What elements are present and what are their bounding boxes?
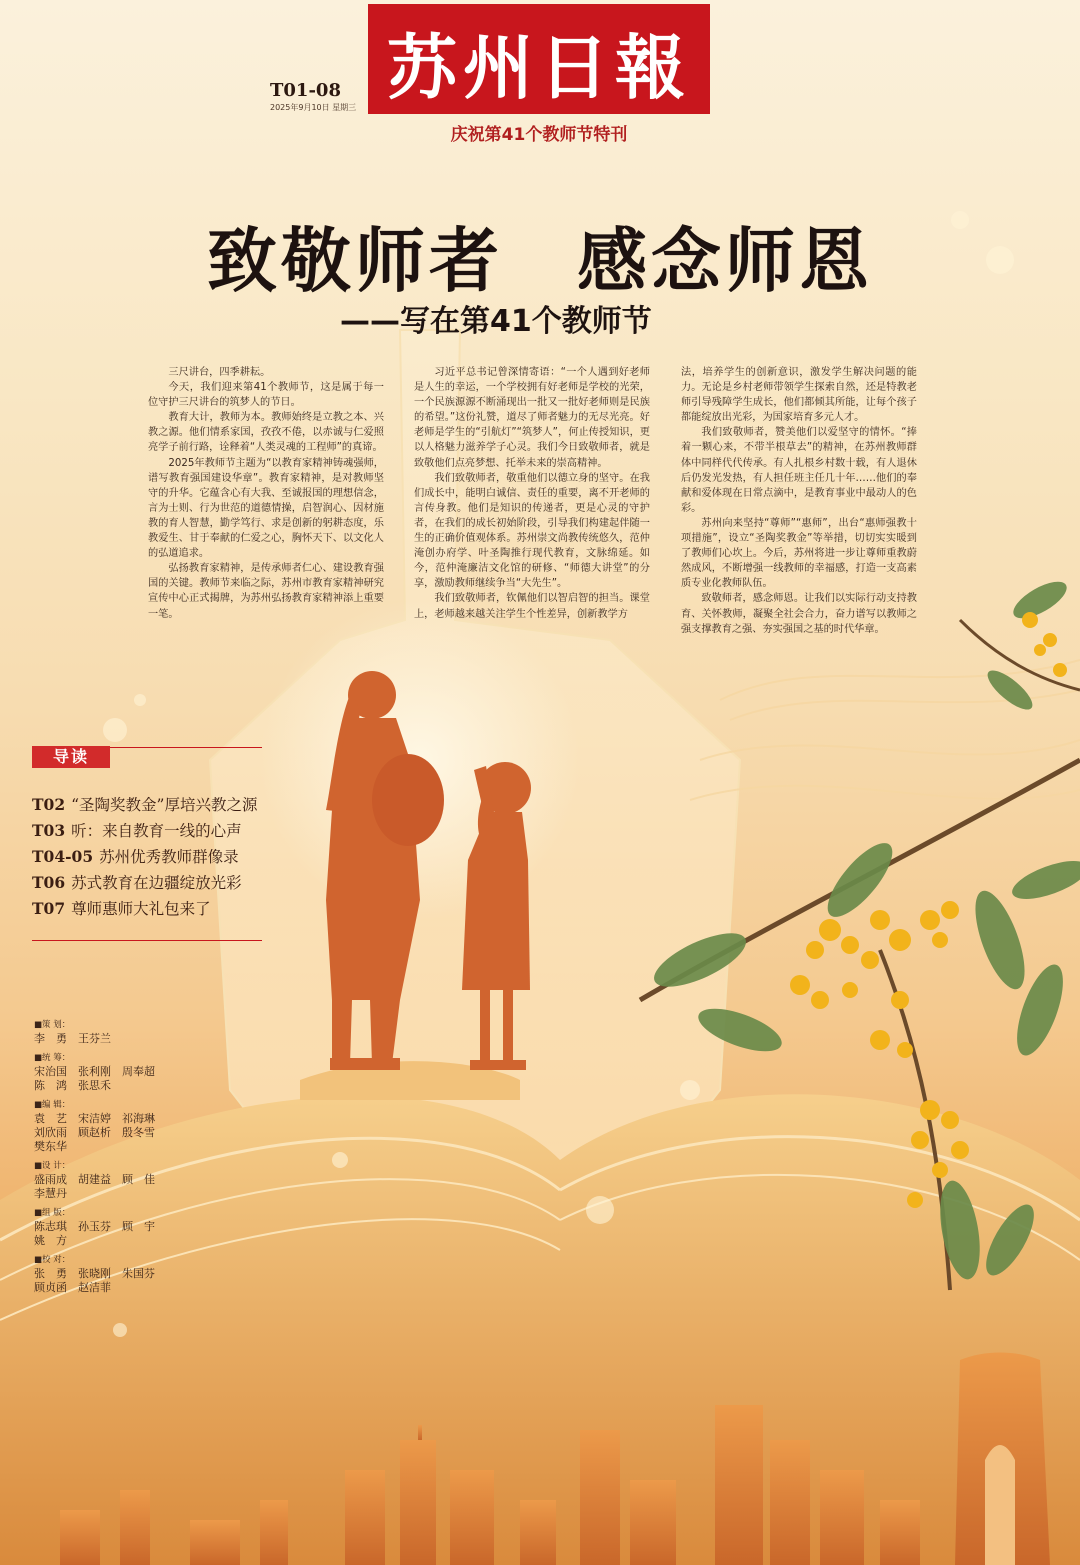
guide-page: T06	[32, 873, 66, 892]
credit-line: 顾贞函 赵洁菲	[34, 1281, 111, 1294]
guide-tag-label: 导读	[52, 747, 89, 766]
article-column-1	[148, 365, 384, 622]
paragraph: 苏州向来坚持“尊师”“惠师”，出台“惠师强教十项措施”，设立“圣陶奖教金”等举措，切切实实暖到了教师们心坎上。今后，苏州将进一步让尊师重教蔚然成风，不断增强一线教师的幸福感，打造一支高素质专业化教师队伍。	[681, 517, 917, 590]
edition-number: T01-08	[270, 80, 341, 101]
special-issue-label: 庆祝第41个教师节特刊	[450, 125, 628, 145]
guide-item[interactable]	[32, 844, 282, 870]
paragraph: 我们致敬师者，赞美他们以爱坚守的情怀。“捧着一颗心来，不带半根草去”的精神，在苏州教师群体中同样代代传承。有人扎根乡村数十载，有人退休后仍发光发热，有人担任班主任几十年……他们的奉献和爱体现在日常点滴中，是教育事业中最动人的色彩。	[681, 427, 917, 514]
article-column-2	[414, 365, 650, 622]
credits-block	[34, 1018, 194, 1300]
credit-role: ■校 对：	[34, 1255, 71, 1265]
credit-line: 张 勇 张晓刚 朱国芬	[34, 1267, 155, 1280]
credit-line: 宋治国 张利刚 周奉超	[34, 1065, 155, 1078]
guide-title: 尊师惠师大礼包来了	[71, 900, 211, 918]
credit-line: 刘欣雨 顾赵析 殷冬雪	[34, 1126, 155, 1139]
credit-line: 姚 方	[34, 1234, 67, 1247]
guide-item[interactable]	[32, 792, 282, 818]
guide-item[interactable]	[32, 870, 282, 896]
paragraph: 2025年教师节主题为“以教育家精神铸魂强师，谱写教育强国建设华章”。教育家精神，是对教师坚守的升华。它蕴含心有大我、至诚报国的理想信念，言为士则、行为世范的道德情操，启智润心、因材施教的育人智慧，勤学笃行、求是创新的躬耕态度，乐教爱生、甘于奉献的仁爱之心，胸怀天下、以文化人的弘道追求。	[148, 457, 384, 560]
logo-text: 苏州日報	[387, 26, 691, 109]
guide-list	[32, 792, 282, 922]
paragraph: 弘扬教育家精神，是传承师者仁心、建设教育强国的关键。教师节来临之际，苏州市教育家精神研究宣传中心正式揭牌，为苏州弘扬教育家精神添上重要一笔。	[148, 563, 384, 620]
credit-line: 樊东华	[34, 1140, 67, 1153]
article-column-3	[681, 365, 917, 637]
guide-title: 苏式教育在边疆绽放光彩	[71, 874, 242, 892]
paragraph: 致敬师者，感念师恩。让我们以实际行动支持教育、关怀教师，凝聚全社会合力，奋力谱写以教师之强支撑教育之强、夯实强国之基的时代华章。	[681, 593, 917, 635]
paragraph: 习近平总书记曾深情寄语：“一个人遇到好老师是人生的幸运，一个学校拥有好老师是学校的光荣，一个民族源源不断涌现出一批又一批好老师则是民族的希望。”这份礼赞，道尽了师者魅力的无尽光亮。好老师是学生的“引航灯”“筑梦人”，何止传授知识，更以人格魅力滋养学子心灵。我们今日致敬师者，就是致敬他们点亮梦想、托举未来的崇高精神。	[414, 367, 650, 469]
paragraph: 今天，我们迎来第41个教师节，这是属于每一位守护三尺讲台的筑梦人的节日。	[148, 382, 384, 409]
credit-role: ■设 计：	[34, 1161, 71, 1171]
paragraph: 我们致敬师者，钦佩他们以智启智的担当。课堂上，老师越来越关注学生个性差异，创新教学方	[414, 593, 650, 620]
guide-divider-bottom	[32, 940, 262, 941]
credit-names	[34, 1267, 194, 1295]
guide-page: T03	[32, 821, 66, 840]
credit-names	[34, 1220, 194, 1248]
guide-title: 苏州优秀教师群像录	[99, 848, 239, 866]
credit-line: 李 勇 王芬兰	[34, 1032, 111, 1045]
guide-page: T04-05	[32, 847, 94, 866]
special-issue-banner	[368, 114, 710, 148]
credit-line: 陈 鸿 张思禾	[34, 1079, 111, 1092]
credit-names	[34, 1065, 194, 1093]
credit-line: 袁 艺 宋洁婷 祁海琳	[34, 1112, 155, 1125]
paragraph: 法，培养学生的创新意识，激发学生解决问题的能力。无论是乡村老师带领学生探索自然，还是特教老师引导残障学生成长，他们都倾其所能，让每个孩子都能绽放出光彩，为国家培育多元人才。	[681, 367, 917, 424]
paragraph: 三尺讲台，四季耕耘。	[168, 367, 271, 378]
credit-role: ■统 筹：	[34, 1053, 71, 1063]
paragraph: 教育大计，教师为本。教师始终是立教之本、兴教之源。他们情系家国，孜孜不倦，以赤诚与仁爱照亮学子前行路，诠释着“人类灵魂的工程师”的真谛。	[148, 412, 384, 454]
guide-page: T02	[32, 795, 66, 814]
credit-line: 李慧丹	[34, 1187, 67, 1200]
guide-item[interactable]	[32, 818, 282, 844]
issue-date: 2025年9月10日 星期三	[270, 103, 357, 112]
credit-role: ■组 版：	[34, 1208, 71, 1218]
paragraph: 我们致敬师者，敬重他们以德立身的坚守。在我们成长中，能明白诚信、责任的重要，离不开老师的言传身教。他们是知识的传递者，更是心灵的守护者，在我们的成长初始阶段，引导我们构建起伴随一生的正确价值观体系。苏州崇文尚教传统悠久，范仲淹创办府学、叶圣陶推行现代教育，文脉绵延。如今，范仲淹廉洁文化馆的研修、“师德大讲堂”的分享，激励教师继续争当“大先生”。	[414, 472, 650, 590]
credit-names	[34, 1032, 194, 1046]
guide-tag	[32, 746, 110, 768]
credit-line: 盛雨成 胡建益 顾 佳	[34, 1173, 155, 1186]
page-subheadline: ——写在第41个教师节	[340, 304, 652, 339]
credit-names	[34, 1112, 194, 1154]
credit-names	[34, 1173, 194, 1201]
golden-ribbons	[690, 660, 1080, 800]
guide-title: 听：来自教育一线的心声	[71, 822, 242, 840]
guide-page: T07	[32, 899, 66, 918]
page-headline: 致敬师者 感念师恩	[207, 219, 873, 302]
credit-role: ■策 划：	[34, 1020, 71, 1030]
guide-title: “圣陶奖教金”厚培兴教之源	[71, 796, 258, 814]
credit-line: 陈志琪 孙玉芬 顾 宇	[34, 1220, 155, 1233]
credit-role: ■编 辑：	[34, 1100, 71, 1110]
masthead-logo	[368, 4, 710, 114]
guide-item[interactable]	[32, 896, 282, 922]
